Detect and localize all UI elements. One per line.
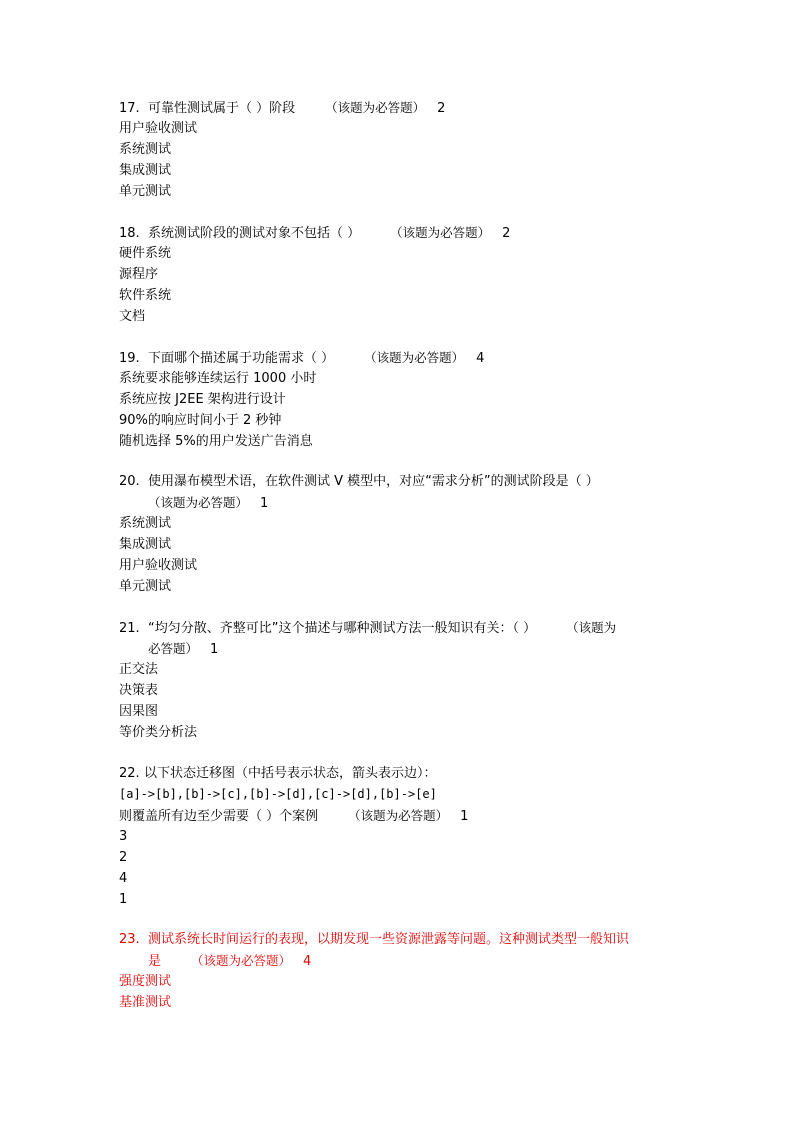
option-item[interactable]: 源程序 [119,267,159,282]
question-score: 2 [502,226,511,241]
question-stem [119,471,689,492]
required-tag: （该题为必答题） [348,808,449,823]
state-transition-list: [a]->[b],[b]->[c],[b]->[d],[c]->[d],[b]->[e] [119,787,437,801]
option-item[interactable]: 4 [119,871,128,886]
required-tag: （该题为 [566,620,617,635]
question-text-line: 是 [148,954,162,969]
question-stem [119,763,689,784]
option-item[interactable]: 用户验收测试 [119,558,198,573]
question-stem-continued [119,492,689,513]
option-item[interactable]: 系统测试 [119,516,172,531]
question-score: 2 [437,101,446,116]
question-number: 21. [119,621,140,636]
question-18 [119,222,689,327]
question-23 [119,929,689,1013]
question-text: 以下状态迁移图（中括号表示状态，箭头表示边）： [144,766,437,781]
question-text-line: 则覆盖所有边至少需要（ ）个案例 [119,809,319,824]
option-item[interactable]: 基准测试 [119,995,172,1010]
option-item[interactable]: 正交法 [119,662,159,677]
question-text: 使用瀑布模型术语，在软件测试 V 模型中，对应“需求分析”的测试阶段是（ ） [148,474,599,489]
question-stem [119,929,689,950]
question-score: 4 [476,351,485,366]
option-item[interactable]: 3 [119,829,128,844]
option-item[interactable]: 等价类分析法 [119,725,198,740]
question-17 [119,97,689,202]
option-item[interactable]: 文档 [119,309,146,324]
question-stem [119,347,689,368]
question-text: 测试系统长时间运行的表现，以期发现一些资源泄露等问题。这种测试类型一般知识 [148,932,630,947]
option-item[interactable]: 集成测试 [119,537,172,552]
option-item[interactable]: 硬件系统 [119,246,172,261]
required-tag: （该题为必答题） [325,100,426,115]
question-stem [119,617,689,638]
required-tag: （该题为必答题） [364,350,465,365]
question-score: 1 [210,642,219,657]
question-number: 22. [119,766,140,781]
option-item[interactable]: 2 [119,850,128,865]
option-item[interactable]: 强度测试 [119,974,172,989]
question-19 [119,347,689,452]
question-number: 18. [119,226,140,241]
option-item[interactable]: 决策表 [119,683,159,698]
question-number: 17. [119,101,140,116]
question-text: 下面哪个描述属于功能需求（ ） [148,351,335,366]
option-item[interactable]: 单元测试 [119,579,172,594]
question-number: 20. [119,474,140,489]
question-number: 23. [119,932,140,947]
option-item[interactable]: 集成测试 [119,163,172,178]
option-item[interactable]: 90%的响应时间小于 2 秒钟 [119,413,282,428]
option-item[interactable]: 软件系统 [119,288,172,303]
question-number: 19. [119,351,140,366]
question-21 [119,617,689,743]
question-stem [119,97,689,118]
question-text: 可靠性测试属于（ ）阶段 [148,101,296,116]
question-text: 系统测试阶段的测试对象不包括（ ） [148,226,361,241]
question-text: “均匀分散、齐整可比”这个描述与哪种测试方法一般知识有关：（ ） [148,621,537,636]
option-item[interactable]: 系统要求能够连续运行 1000 小时 [119,371,317,386]
option-item[interactable]: 系统应按 J2EE 架构进行设计 [119,392,286,407]
required-tag: （该题为必答题） [390,225,491,240]
question-stem-continued [119,950,689,971]
option-item[interactable]: 系统测试 [119,142,172,157]
required-tag: （该题为必答题） [191,953,292,968]
required-tag: 必答题） [148,641,199,656]
question-score: 1 [260,496,269,511]
question-22 [119,763,689,910]
question-stem [119,222,689,243]
option-item[interactable]: 随机选择 5%的用户发送广告消息 [119,434,313,449]
question-stem-continued [119,805,689,826]
option-item[interactable]: 用户验收测试 [119,121,198,136]
question-stem-continued [119,638,689,659]
question-20 [119,471,689,597]
question-score: 1 [460,809,469,824]
option-item[interactable]: 单元测试 [119,184,172,199]
option-item[interactable]: 1 [119,892,128,907]
required-tag: （该题为必答题） [148,495,249,510]
question-score: 4 [303,954,312,969]
option-item[interactable]: 因果图 [119,704,159,719]
